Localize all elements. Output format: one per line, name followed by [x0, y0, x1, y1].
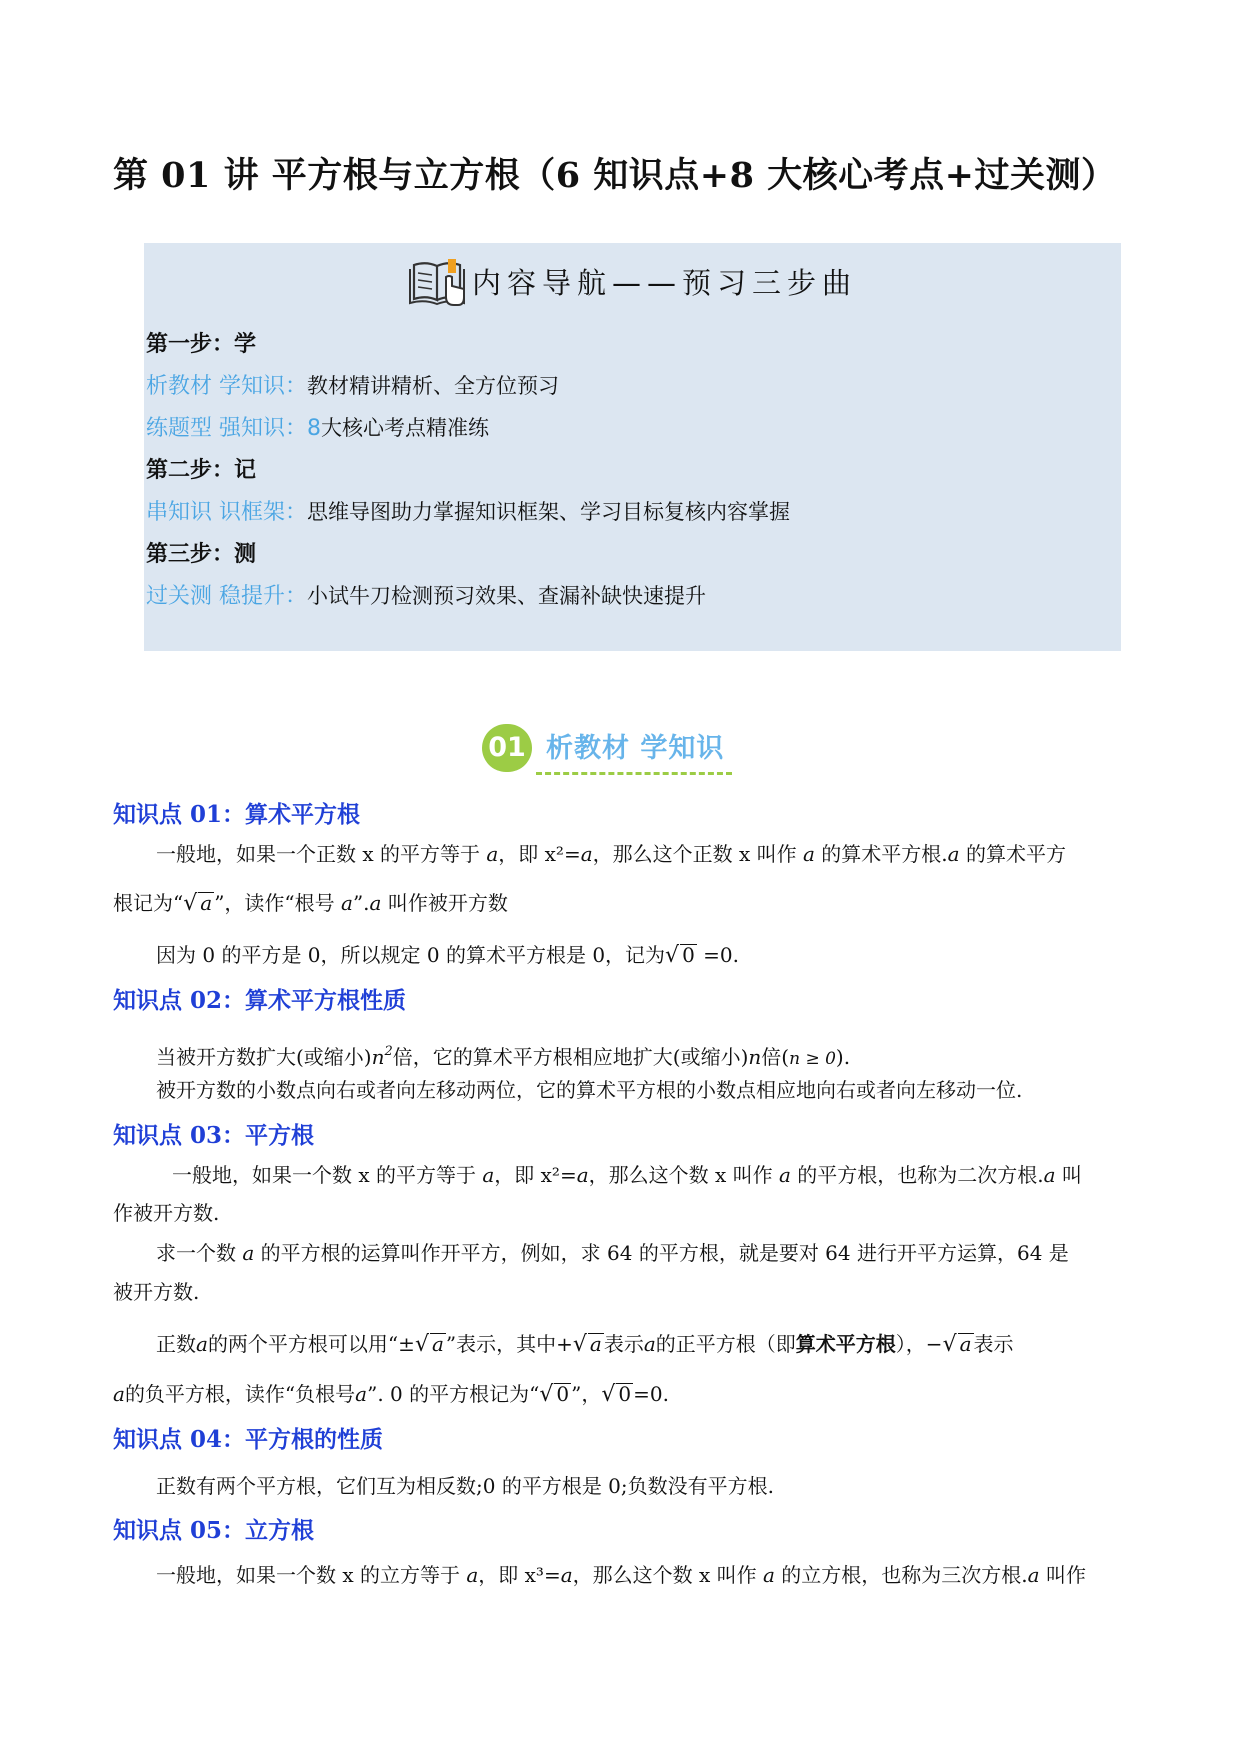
- nav-key: 过关测 稳提升：: [146, 584, 307, 609]
- nav-step-2: [146, 449, 790, 491]
- kp3-heading: 知识点 03：平方根: [113, 1122, 315, 1149]
- kp2-heading: 知识点 02：算术平方根性质: [113, 987, 407, 1014]
- nav-key: 析教材 学知识：: [146, 374, 307, 399]
- kp1-para-1: 一般地，如果一个正数 x 的平方等于 a，即 x²=a，那么这个正数 x 叫作 a 的算术平方根.a 的算术平方: [156, 842, 1066, 866]
- content-navigation-box: [144, 243, 1121, 651]
- kp1-para-3: 因为 0 的平方是 0，所以规定 0 的算术平方根是 0，记为√ 0 =0.: [156, 943, 740, 968]
- nav-desc: 教材精讲精析、全方位预习: [307, 374, 559, 398]
- kp3-para-4: 被开方数.: [113, 1280, 200, 1304]
- step-label: 第一步：学: [146, 331, 257, 357]
- kp3-para-1: 一般地，如果一个数 x 的平方等于 a，即 x²=a，那么这个数 x 叫作 a 的平方根，也称为二次方根.a 叫: [172, 1163, 1082, 1187]
- kp4-heading: 知识点 04：平方根的性质: [113, 1426, 384, 1453]
- sqrt-zero: 0: [682, 943, 695, 967]
- nav-desc: 大核心考点精准练: [321, 416, 489, 440]
- nav-key: 串知识 识框架：: [146, 500, 307, 525]
- kp1-heading: 知识点 01：算术平方根: [113, 801, 361, 828]
- section-underline: [536, 772, 732, 775]
- sqrt-a: a: [200, 891, 213, 915]
- nav-step-1: [146, 323, 790, 365]
- nav-desc: 思维导图助力掌握知识框架、学习目标复核内容掌握: [307, 500, 790, 524]
- section-banner: [480, 722, 760, 782]
- kp3-para-2: 作被开方数.: [113, 1201, 220, 1225]
- nav-title: 内容导航——预习三步曲: [471, 265, 857, 300]
- document-title: 第 01 讲 平方根与立方根（6 知识点+8 大核心考点+过关测）: [113, 155, 1117, 196]
- kp2-para-2: 被开方数的小数点向右或者向左移动两位，它的算术平方根的小数点相应地向右或者向左移动一位.: [156, 1078, 1023, 1102]
- step-label: 第三步：测: [146, 541, 257, 567]
- step-label: 第二步：记: [146, 457, 257, 483]
- nav-step-3: [146, 533, 790, 575]
- nav-desc: 小试牛刀检测预习效果、查漏补缺快速提升: [307, 584, 706, 608]
- kp2-para-1: 当被开方数扩大(或缩小)$n^2$倍，它的算术平方根相应地扩大(或缩小)n倍(n ≥ 0).: [156, 1044, 851, 1069]
- kp3-para-6: a的负平方根，读作“负根号a”. 0 的平方根记为“√ 0 ”，√ 0 =0.: [113, 1382, 669, 1407]
- kp1-para-2: 根记为“√ a ”，读作“根号 a”.a 叫作被开方数: [113, 891, 508, 916]
- kp3-para-3: 求一个数 a 的平方根的运算叫作开平方，例如，求 64 的平方根，就是要对 64 进行开平方运算，64 是: [156, 1241, 1069, 1265]
- kp3-para-5: 正数a的两个平方根可以用“±√ a ”表示，其中+√ a 表示a的正平方根（即算术平方根），−√ a 表示: [156, 1332, 1014, 1357]
- nav-line-4: [146, 575, 790, 617]
- nav-line-3: [146, 491, 790, 533]
- nav-key: 练题型 强知识：8: [146, 416, 321, 441]
- book-pointer-icon: [408, 253, 468, 309]
- nav-line-1: [146, 365, 790, 407]
- nav-header: [144, 251, 1121, 311]
- section-number: 01: [482, 724, 532, 772]
- kp5-para-1: 一般地，如果一个数 x 的立方等于 a，即 x³=a，那么这个数 x 叫作 a 的立方根，也称为三次方根.a 叫作: [156, 1563, 1086, 1587]
- kp4-para-1: 正数有两个平方根，它们互为相反数;0 的平方根是 0;负数没有平方根.: [156, 1474, 774, 1498]
- nav-line-2: [146, 407, 790, 449]
- kp5-heading: 知识点 05：立方根: [113, 1517, 315, 1544]
- nav-lines: [146, 323, 790, 617]
- section-title: 析教材 学知识: [546, 733, 725, 764]
